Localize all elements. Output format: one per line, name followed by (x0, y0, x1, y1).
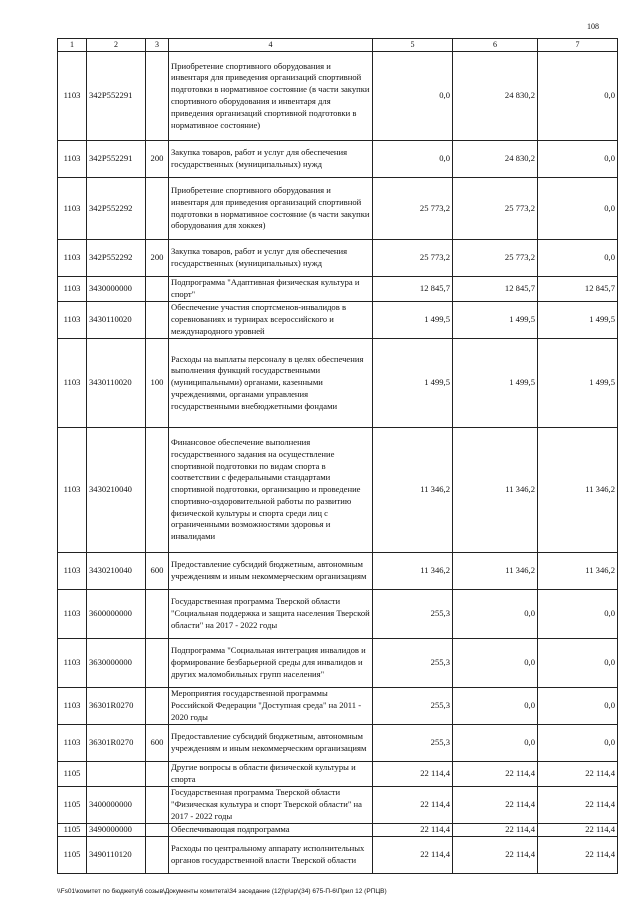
target-article-cell: 342P552291 (87, 141, 146, 178)
table-row (58, 590, 618, 639)
table-row (58, 339, 618, 428)
section-code-cell: 1103 (58, 277, 87, 302)
amount-year3-cell: 0,0 (538, 725, 618, 762)
table-row (58, 302, 618, 339)
target-article-cell: 3430000000 (87, 277, 146, 302)
description-cell: Расходы на выплаты персоналу в целях обеспечения выполнения функций государственными (муниципальными) органами, казенными учреждениями, органами управления государственными внебюджетными фондами (169, 339, 373, 428)
amount-year1-cell: 22 114,4 (373, 762, 453, 787)
target-article-cell: 36301R0270 (87, 688, 146, 725)
table-row (58, 141, 618, 178)
amount-year3-cell: 11 346,2 (538, 553, 618, 590)
target-article-cell: 3400000000 (87, 787, 146, 824)
expense-type-cell (146, 762, 169, 787)
target-article-cell (87, 762, 146, 787)
amount-year3-cell: 1 499,5 (538, 302, 618, 339)
table-row (58, 762, 618, 787)
table-row (58, 428, 618, 553)
description-cell: Предоставление субсидий бюджетным, автономным учреждениям и иным некоммерческим организациям (169, 725, 373, 762)
amount-year2-cell: 25 773,2 (453, 240, 538, 277)
expense-type-cell (146, 590, 169, 639)
amount-year2-cell: 0,0 (453, 590, 538, 639)
description-cell: Закупка товаров, работ и услуг для обеспечения государственных (муниципальных) нужд (169, 141, 373, 178)
description-cell: Подпрограмма "Социальная интеграция инвалидов и формирование безбарьерной среды для инвалидов и других маломобильных групп населения" (169, 639, 373, 688)
column-header: 2 (87, 39, 146, 52)
amount-year3-cell: 22 114,4 (538, 787, 618, 824)
section-code-cell: 1105 (58, 787, 87, 824)
column-header: 7 (538, 39, 618, 52)
amount-year3-cell: 1 499,5 (538, 339, 618, 428)
amount-year3-cell: 22 114,4 (538, 837, 618, 874)
description-cell: Обеспечение участия спортсменов-инвалидов в соревнованиях и турнирах всероссийского и международного уровней (169, 302, 373, 339)
table-row (58, 178, 618, 240)
column-header: 3 (146, 39, 169, 52)
expense-type-cell (146, 428, 169, 553)
table-row (58, 639, 618, 688)
column-header: 4 (169, 39, 373, 52)
expense-type-cell: 200 (146, 141, 169, 178)
amount-year2-cell: 12 845,7 (453, 277, 538, 302)
expense-type-cell (146, 639, 169, 688)
amount-year3-cell: 22 114,4 (538, 824, 618, 837)
expense-type-cell (146, 787, 169, 824)
amount-year1-cell: 0,0 (373, 141, 453, 178)
amount-year2-cell: 24 830,2 (453, 141, 538, 178)
amount-year2-cell: 0,0 (453, 725, 538, 762)
target-article-cell: 342P552292 (87, 178, 146, 240)
amount-year1-cell: 1 499,5 (373, 302, 453, 339)
table-row (58, 824, 618, 837)
description-cell: Расходы по центральному аппарату исполнительных органов государственной власти Тверской области (169, 837, 373, 874)
amount-year1-cell: 11 346,2 (373, 553, 453, 590)
section-code-cell: 1103 (58, 639, 87, 688)
expense-type-cell (146, 52, 169, 141)
amount-year1-cell: 255,3 (373, 590, 453, 639)
section-code-cell: 1105 (58, 824, 87, 837)
target-article-cell: 342P552291 (87, 52, 146, 141)
amount-year3-cell: 22 114,4 (538, 762, 618, 787)
amount-year3-cell: 0,0 (538, 240, 618, 277)
target-article-cell: 3600000000 (87, 590, 146, 639)
table-row (58, 240, 618, 277)
expense-type-cell (146, 688, 169, 725)
amount-year2-cell: 1 499,5 (453, 339, 538, 428)
amount-year1-cell: 255,3 (373, 725, 453, 762)
expense-type-cell (146, 302, 169, 339)
amount-year1-cell: 22 114,4 (373, 824, 453, 837)
section-code-cell: 1103 (58, 302, 87, 339)
target-article-cell: 36301R0270 (87, 725, 146, 762)
expense-type-cell (146, 824, 169, 837)
expense-type-cell: 200 (146, 240, 169, 277)
table-row (58, 277, 618, 302)
amount-year1-cell: 255,3 (373, 688, 453, 725)
target-article-cell: 3430210040 (87, 553, 146, 590)
target-article-cell: 3490110120 (87, 837, 146, 874)
description-cell: Государственная программа Тверской области "Социальная поддержка и защита населения Тверской области" на 2017 - 2022 годы (169, 590, 373, 639)
section-code-cell: 1103 (58, 240, 87, 277)
amount-year2-cell: 0,0 (453, 639, 538, 688)
amount-year2-cell: 25 773,2 (453, 178, 538, 240)
table-row (58, 725, 618, 762)
target-article-cell: 342P552292 (87, 240, 146, 277)
table-row (58, 837, 618, 874)
amount-year1-cell: 255,3 (373, 639, 453, 688)
target-article-cell: 3630000000 (87, 639, 146, 688)
expense-type-cell (146, 178, 169, 240)
amount-year2-cell: 24 830,2 (453, 52, 538, 141)
amount-year1-cell: 12 845,7 (373, 277, 453, 302)
amount-year1-cell: 22 114,4 (373, 787, 453, 824)
description-cell: Приобретение спортивного оборудования и инвентаря для приведения организаций спортивной подготовки в нормативное состояние (в части закупки оборудования для хоккея) (169, 178, 373, 240)
section-code-cell: 1103 (58, 141, 87, 178)
description-cell: Государственная программа Тверской области "Физическая культура и спорт Тверской области" на 2017 - 2022 годы (169, 787, 373, 824)
target-article-cell: 3490000000 (87, 824, 146, 837)
amount-year3-cell: 12 845,7 (538, 277, 618, 302)
description-cell: Предоставление субсидий бюджетным, автономным учреждениям и иным некоммерческим организациям (169, 553, 373, 590)
section-code-cell: 1105 (58, 837, 87, 874)
amount-year2-cell: 22 114,4 (453, 837, 538, 874)
amount-year1-cell: 25 773,2 (373, 178, 453, 240)
amount-year1-cell: 0,0 (373, 52, 453, 141)
amount-year3-cell: 0,0 (538, 688, 618, 725)
section-code-cell: 1103 (58, 339, 87, 428)
description-cell: Закупка товаров, работ и услуг для обеспечения государственных (муниципальных) нужд (169, 240, 373, 277)
table-row (58, 553, 618, 590)
section-code-cell: 1103 (58, 688, 87, 725)
amount-year3-cell: 0,0 (538, 639, 618, 688)
description-cell: Мероприятия государственной программы Российской Федерации "Доступная среда" на 2011 - 2020 годы (169, 688, 373, 725)
amount-year1-cell: 11 346,2 (373, 428, 453, 553)
section-code-cell: 1103 (58, 725, 87, 762)
amount-year2-cell: 11 346,2 (453, 553, 538, 590)
expense-type-cell (146, 277, 169, 302)
budget-table (57, 38, 618, 874)
amount-year2-cell: 22 114,4 (453, 824, 538, 837)
amount-year3-cell: 0,0 (538, 52, 618, 141)
file-path-footer: \\Fs01\комитет по бюджету\6 созыв\Документы комитета\34 заседание (12)\р\зр\(34) 675-П-6\Прил 12 (РПЦВ) (57, 888, 387, 895)
expense-type-cell: 100 (146, 339, 169, 428)
table-header-row (58, 39, 618, 52)
table-row (58, 52, 618, 141)
amount-year3-cell: 0,0 (538, 178, 618, 240)
target-article-cell: 3430210040 (87, 428, 146, 553)
section-code-cell: 1103 (58, 428, 87, 553)
amount-year1-cell: 22 114,4 (373, 837, 453, 874)
column-header: 5 (373, 39, 453, 52)
column-header: 6 (453, 39, 538, 52)
section-code-cell: 1103 (58, 52, 87, 141)
amount-year3-cell: 11 346,2 (538, 428, 618, 553)
description-cell: Другие вопросы в области физической культуры и спорта (169, 762, 373, 787)
section-code-cell: 1103 (58, 590, 87, 639)
section-code-cell: 1103 (58, 553, 87, 590)
target-article-cell: 3430110020 (87, 339, 146, 428)
amount-year2-cell: 1 499,5 (453, 302, 538, 339)
amount-year1-cell: 1 499,5 (373, 339, 453, 428)
table-row (58, 787, 618, 824)
expense-type-cell: 600 (146, 725, 169, 762)
amount-year2-cell: 22 114,4 (453, 787, 538, 824)
amount-year1-cell: 25 773,2 (373, 240, 453, 277)
description-cell: Приобретение спортивного оборудования и инвентаря для приведения организаций спортивной подготовки в нормативное состояние (в части закупки спортивного оборудования и инвентаря для приведения организаций спортивной подготовки в нормативное состояние) (169, 52, 373, 141)
amount-year2-cell: 22 114,4 (453, 762, 538, 787)
amount-year3-cell: 0,0 (538, 590, 618, 639)
description-cell: Подпрограмма "Адаптивная физическая культура и спорт" (169, 277, 373, 302)
amount-year2-cell: 11 346,2 (453, 428, 538, 553)
column-header: 1 (58, 39, 87, 52)
expense-type-cell (146, 837, 169, 874)
page-number: 108 (587, 22, 599, 31)
description-cell: Обеспечивающая подпрограмма (169, 824, 373, 837)
section-code-cell: 1105 (58, 762, 87, 787)
amount-year2-cell: 0,0 (453, 688, 538, 725)
section-code-cell: 1103 (58, 178, 87, 240)
amount-year3-cell: 0,0 (538, 141, 618, 178)
target-article-cell: 3430110020 (87, 302, 146, 339)
expense-type-cell: 600 (146, 553, 169, 590)
description-cell: Финансовое обеспечение выполнения государственного задания на осуществление спортивной подготовки по видам спорта в соответствии с федеральными стандартами спортивной подготовки, организацию и проведение спортивно-оздоровительной работы по развитию физической культуры и спорта среди лиц с ограниченными возможностями здоровья и инвалидами (169, 428, 373, 553)
table-row (58, 688, 618, 725)
